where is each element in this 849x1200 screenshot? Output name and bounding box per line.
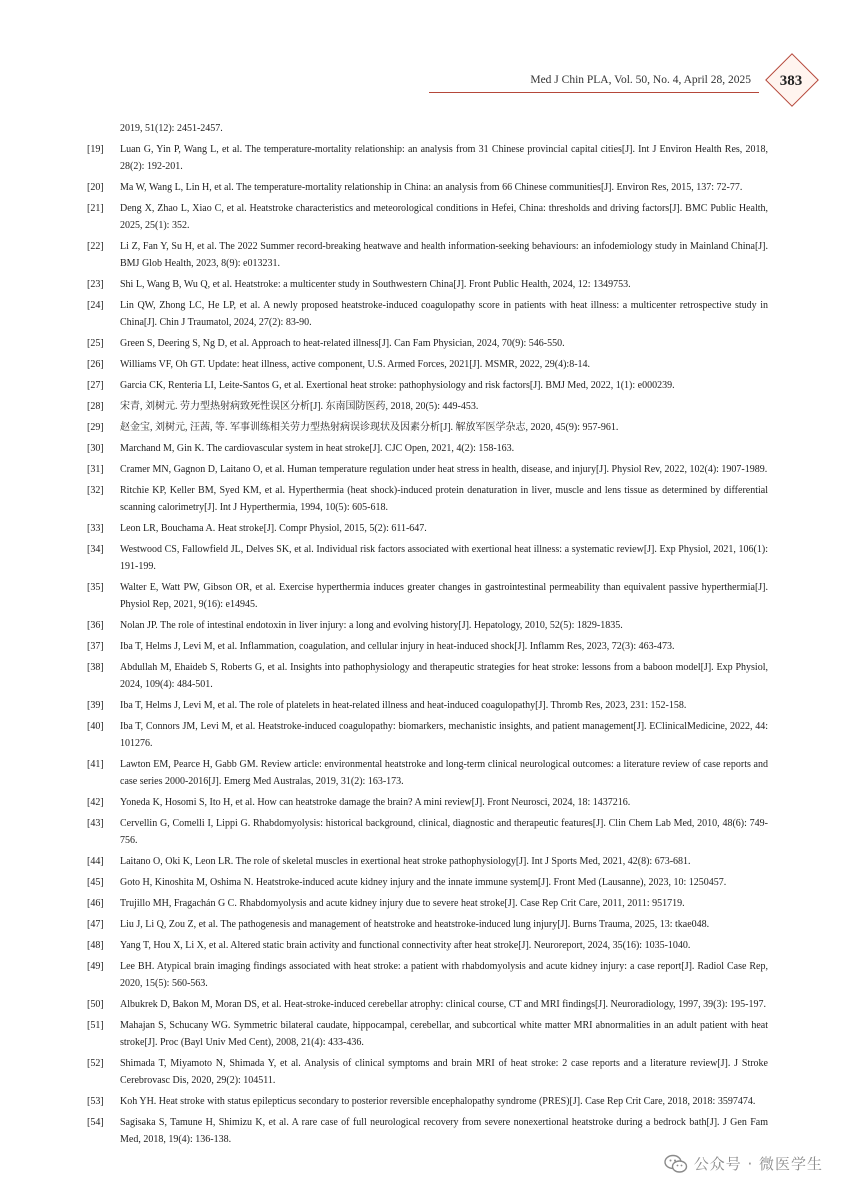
reference-item <box>88 461 768 478</box>
reference-item <box>88 200 768 234</box>
reference-text: Luan G, Yin P, Wang L, et al. The temperature-mortality relationship: an analysis from 31 Chinese provincial capital cities[J]. Int J Environ Health Res, 2018, 28(2): 192-201. <box>120 144 768 172</box>
reference-number: [21] <box>87 203 104 214</box>
reference-text: Marchand M, Gin K. The cardiovascular system in heat stroke[J]. CJC Open, 2021, 4(2): 158-163. <box>120 443 515 454</box>
reference-number: [19] <box>87 144 104 155</box>
reference-item <box>88 335 768 352</box>
reference-number: [29] <box>87 422 104 433</box>
reference-number: [47] <box>87 919 104 930</box>
reference-number: [26] <box>87 359 104 370</box>
reference-text: Ritchie KP, Keller BM, Syed KM, et al. Hyperthermia (heat shock)-induced protein denaturation in liver, muscle and lens tissue as determined by differential scanning calorimetry[J]. Int J Hyperthermia, 1994, 10(5): 605-618. <box>120 485 768 513</box>
reference-continuation: 2019, 51(12): 2451-2457. <box>120 123 223 134</box>
reference-number: [33] <box>87 523 104 534</box>
reference-text: Lee BH. Atypical brain imaging findings associated with heat stroke: a patient with rhabdomyolysis and acute kidney injury: a case report[J]. Radiol Case Rep, 2020, 15(5): 560-563. <box>120 961 768 989</box>
reference-item <box>88 874 768 891</box>
reference-item <box>88 697 768 714</box>
running-header <box>0 68 819 94</box>
reference-number: [49] <box>87 961 104 972</box>
reference-number: [20] <box>87 182 104 193</box>
reference-item <box>88 238 768 272</box>
reference-number: [45] <box>87 877 104 888</box>
reference-number: [50] <box>87 999 104 1010</box>
reference-item <box>88 579 768 613</box>
reference-number: [32] <box>87 485 104 496</box>
reference-number: [37] <box>87 641 104 652</box>
reference-item <box>88 276 768 293</box>
reference-item <box>88 520 768 537</box>
reference-item <box>88 756 768 790</box>
reference-item <box>88 440 768 457</box>
reference-text: Leon LR, Bouchama A. Heat stroke[J]. Compr Physiol, 2015, 5(2): 611-647. <box>120 523 427 534</box>
reference-text: Yoneda K, Hosomi S, Ito H, et al. How can heatstroke damage the brain? A mini review[J]. Front Neurosci, 2024, 18: 1437216. <box>120 797 631 808</box>
reference-number: [44] <box>87 856 104 867</box>
reference-item <box>88 1093 768 1110</box>
reference-number: [36] <box>87 620 104 631</box>
reference-item <box>88 996 768 1013</box>
reference-item <box>88 1114 768 1148</box>
reference-text: 赵金宝, 刘树元, 汪茜, 等. 军事训练相关劳力型热射病误诊现状及因素分析[J]. 解放军医学杂志, 2020, 45(9): 957-961. <box>120 422 619 433</box>
reference-item <box>88 815 768 849</box>
reference-text: Trujillo MH, Fragachán G C. Rhabdomyolysis and acute kidney injury due to severe heat stroke[J]. Case Rep Crit Care, 2011, 2011: 951719. <box>120 898 685 909</box>
reference-text: Nolan JP. The role of intestinal endotoxin in liver injury: a long and evolving history[J]. Hepatology, 2010, 52(5): 1829-1835. <box>120 620 623 631</box>
reference-text: 宋青, 刘树元. 劳力型热射病致死性误区分析[J]. 东南国防医药, 2018, 20(5): 449-453. <box>120 401 479 412</box>
reference-number: [51] <box>87 1020 104 1031</box>
reference-item <box>88 179 768 196</box>
reference-text: Lin QW, Zhong LC, He LP, et al. A newly proposed heatstroke-induced coagulopathy score in patients with heat illness: a multicenter retrospective study in China[J]. Chin J Traumatol, 2024, 27(2): 83-90. <box>120 300 768 328</box>
reference-text: Mahajan S, Schucany WG. Symmetric bilateral caudate, hippocampal, cerebellar, and subcortical white matter MRI abnormalities in an adult patient with heat stroke[J]. Proc (Bayl Univ Med Cent), 2008, 21(4): 433-436. <box>120 1020 768 1048</box>
reference-number: [30] <box>87 443 104 454</box>
reference-text: Liu J, Li Q, Zou Z, et al. The pathogenesis and management of heatstroke and heatstroke-induced lung injury[J]. Burns Trauma, 2025, 13: tkae048. <box>120 919 710 930</box>
reference-item <box>88 958 768 992</box>
reference-text: Laitano O, Oki K, Leon LR. The role of skeletal muscles in exertional heat stroke pathophysiology[J]. Int J Sports Med, 2021, 42(8): 673-681. <box>120 856 691 867</box>
reference-text: Westwood CS, Fallowfield JL, Delves SK, et al. Individual risk factors associated with exertional heat illness: a systematic review[J]. Exp Physiol, 2021, 106(1): 191-199. <box>120 544 768 572</box>
reference-text: Deng X, Zhao L, Xiao C, et al. Heatstroke characteristics and meteorological conditions in Hefei, China: thresholds and driving factors[J]. BMC Public Health, 2025, 25(1): 352. <box>120 203 768 231</box>
reference-text: Koh YH. Heat stroke with status epilepticus secondary to posterior reversible encephalopathy syndrome (PRES)[J]. Case Rep Crit Care, 2018, 2018: 3597474. <box>120 1096 756 1107</box>
reference-text: Yang T, Hou X, Li X, et al. Altered static brain activity and functional connectivity after heat stroke[J]. Neuroreport, 2024, 35(16): 1035-1040. <box>120 940 691 951</box>
reference-text: Walter E, Watt PW, Gibson OR, et al. Exercise hyperthermia induces greater changes in gastrointestinal permeability than equivalent passive hyperthermia[J]. Physiol Rep, 2021, 9(16): e14945. <box>120 582 768 610</box>
reference-number: [35] <box>87 582 104 593</box>
reference-text: Cramer MN, Gagnon D, Laitano O, et al. Human temperature regulation under heat stress in health, disease, and injury[J]. Physiol Rev, 2022, 102(4): 1907-1989. <box>120 464 768 475</box>
reference-number: [40] <box>87 721 104 732</box>
reference-text: Green S, Deering S, Ng D, et al. Approach to heat-related illness[J]. Can Fam Physician, 2024, 70(9): 546-550. <box>120 338 565 349</box>
journal-citation: Med J Chin PLA, Vol. 50, No. 4, April 28, 2025 <box>530 74 751 86</box>
reference-number: [41] <box>87 759 104 770</box>
header-rule <box>429 92 759 93</box>
reference-item <box>88 617 768 634</box>
reference-text: Sagisaka S, Tamune H, Shimizu K, et al. A rare case of full neurological recovery from severe nonexertional heatstroke during a bedrock bath[J]. J Gen Fam Med, 2018, 19(4): 136-138. <box>120 1117 768 1145</box>
reference-number: [24] <box>87 300 104 311</box>
reference-text: Abdullah M, Ehaideb S, Roberts G, et al. Insights into pathophysiology and therapeutic strategies for heat stroke: lessons from a baboon model[J]. Exp Physiol, 2024, 109(4): 484-501. <box>120 662 768 690</box>
reference-item <box>88 419 768 436</box>
reference-item <box>88 482 768 516</box>
reference-text: Cervellin G, Comelli I, Lippi G. Rhabdomyolysis: historical background, clinical, diagnostic and therapeutic features[J]. Clin Chem Lab Med, 2010, 48(6): 749-756. <box>120 818 768 846</box>
reference-item <box>88 141 768 175</box>
page-number: 383 <box>779 73 803 89</box>
reference-number: [54] <box>87 1117 104 1128</box>
reference-number: [23] <box>87 279 104 290</box>
reference-text: Lawton EM, Pearce H, Gabb GM. Review article: environmental heatstroke and long-term clinical neurological outcomes: a literature review of case reports and case series 2000-2016[J]. Emerg Med Australas, 2019, 31(2): 163-173. <box>120 759 768 787</box>
reference-number: [27] <box>87 380 104 391</box>
reference-item <box>88 718 768 752</box>
reference-item <box>88 377 768 394</box>
reference-text: Shimada T, Miyamoto N, Shimada Y, et al. Analysis of clinical symptoms and brain MRI of heat stroke: 2 case reports and a literature review[J]. J Stroke Cerebrovasc Dis, 2020, 29(2): 104511. <box>120 1058 768 1086</box>
watermark <box>664 1153 823 1174</box>
reference-text: Shi L, Wang B, Wu Q, et al. Heatstroke: a multicenter study in Southwestern China[J]. Front Public Health, 2024, 12: 1349753. <box>120 279 631 290</box>
wechat-icon <box>664 1154 688 1174</box>
reference-item <box>88 1017 768 1051</box>
reference-number: [34] <box>87 544 104 555</box>
reference-text: Williams VF, Oh GT. Update: heat illness, active component, U.S. Armed Forces, 2021[J]. MSMR, 2022, 29(4):8-14. <box>120 359 591 370</box>
reference-number: [46] <box>87 898 104 909</box>
reference-item <box>88 794 768 811</box>
reference-text: Iba T, Helms J, Levi M, et al. Inflammation, coagulation, and cellular injury in heat-induced shock[J]. Inflamm Res, 2023, 72(3): 463-473. <box>120 641 675 652</box>
reference-item <box>88 895 768 912</box>
reference-number: [42] <box>87 797 104 808</box>
reference-text: Li Z, Fan Y, Su H, et al. The 2022 Summer record-breaking heatwave and health information-seeking behaviours: an infodemiology study in Mainland China[J]. BMJ Glob Health, 2023, 8(9): e013231. <box>120 241 768 269</box>
reference-item <box>88 853 768 870</box>
reference-item <box>88 297 768 331</box>
reference-number: [53] <box>87 1096 104 1107</box>
watermark-text: 公众号 · 微医学生 <box>693 1155 823 1173</box>
reference-item <box>88 638 768 655</box>
reference-text: Iba T, Connors JM, Levi M, et al. Heatstroke-induced coagulopathy: biomarkers, mechanistic insights, and patient management[J]. EClinicalMedicine, 2022, 44: 101276. <box>120 721 768 749</box>
reference-number: [43] <box>87 818 104 829</box>
reference-number: [22] <box>87 241 104 252</box>
reference-item <box>88 937 768 954</box>
reference-text: Garcia CK, Renteria LI, Leite-Santos G, et al. Exertional heat stroke: pathophysiology and risk factors[J]. BMJ Med, 2022, 1(1): e000239. <box>120 380 675 391</box>
reference-item <box>88 1055 768 1089</box>
reference-list <box>88 120 768 1152</box>
reference-number: [28] <box>87 401 104 412</box>
reference-item <box>88 659 768 693</box>
reference-number: [31] <box>87 464 104 475</box>
reference-item <box>88 356 768 373</box>
reference-text: Ma W, Wang L, Lin H, et al. The temperature-mortality relationship in China: an analysis from 66 Chinese communities[J]. Environ Res, 2015, 137: 72-77. <box>120 182 743 193</box>
reference-item <box>88 541 768 575</box>
reference-number: [39] <box>87 700 104 711</box>
reference-number: [38] <box>87 662 104 673</box>
reference-item <box>88 916 768 933</box>
reference-text: Iba T, Helms J, Levi M, et al. The role of platelets in heat-related illness and heat-induced coagulopathy[J]. Thromb Res, 2023, 231: 152-158. <box>120 700 687 711</box>
reference-item <box>88 398 768 415</box>
reference-text: Albukrek D, Bakon M, Moran DS, et al. Heat-stroke-induced cerebellar atrophy: clinical course, CT and MRI findings[J]. Neuroradiology, 1997, 39(3): 195-197. <box>120 999 766 1010</box>
reference-number: [52] <box>87 1058 104 1069</box>
reference-number: [25] <box>87 338 104 349</box>
reference-number: [48] <box>87 940 104 951</box>
reference-text: Goto H, Kinoshita M, Oshima N. Heatstroke-induced acute kidney injury and the innate immune system[J]. Front Med (Lausanne), 2023, 10: 1250457. <box>120 877 727 888</box>
